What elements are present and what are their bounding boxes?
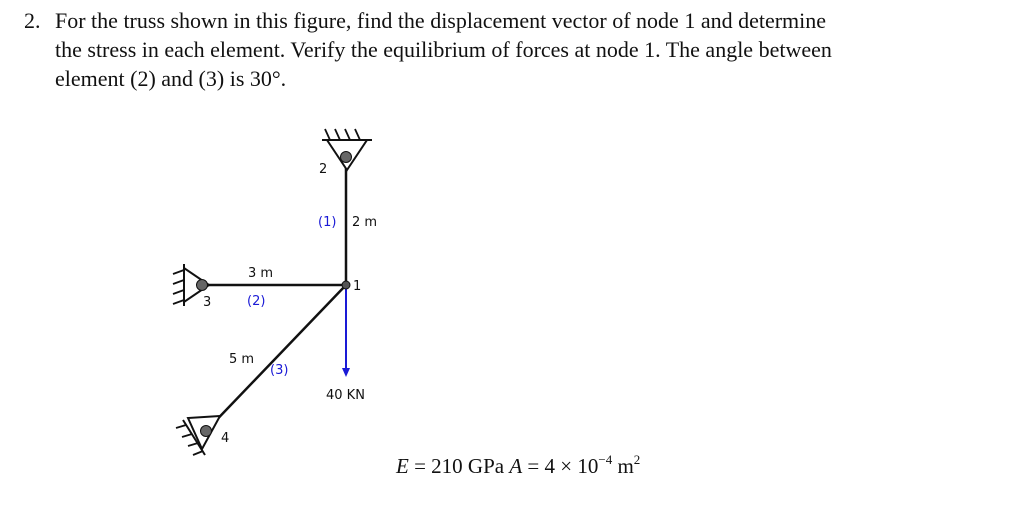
length-label-2: 3 m <box>248 266 274 281</box>
node-4-support <box>176 416 220 455</box>
e-value: = 210 GPa <box>408 454 510 478</box>
node-label-4: 4 <box>221 431 230 446</box>
length-label-3: 5 m <box>229 352 255 367</box>
a-symbol: A <box>509 454 523 478</box>
node-label-1: 1 <box>353 279 362 294</box>
element-label-2: (2) <box>247 294 266 309</box>
material-properties <box>396 452 640 479</box>
load-label: 40 KN <box>326 388 365 403</box>
problem-line-1: For the truss shown in this figure, find the displacement vector of node 1 and determine <box>55 8 827 33</box>
node-label-3: 3 <box>203 295 212 310</box>
a-unit-exponent: 2 <box>633 452 641 467</box>
a-value: = 4 × 10 <box>522 454 599 478</box>
a-unit: m <box>612 454 634 478</box>
problem-line-3: element (2) and (3) is 30°. <box>55 66 287 91</box>
problem-number: 2. <box>24 8 41 33</box>
node-2-support <box>322 129 372 170</box>
node-1-joint <box>342 281 350 289</box>
e-symbol: E <box>396 454 409 478</box>
a-exponent: −4 <box>598 452 613 467</box>
element-3-member <box>205 285 346 432</box>
problem-line-2: the stress in each element. Verify the equilibrium of forces at node 1. The angle between <box>55 37 832 62</box>
length-label-1: 2 m <box>352 215 378 230</box>
element-label-3: (3) <box>270 363 289 378</box>
node-label-2: 2 <box>319 162 328 177</box>
element-label-1: (1) <box>318 215 337 230</box>
load-arrow-head <box>342 368 350 377</box>
